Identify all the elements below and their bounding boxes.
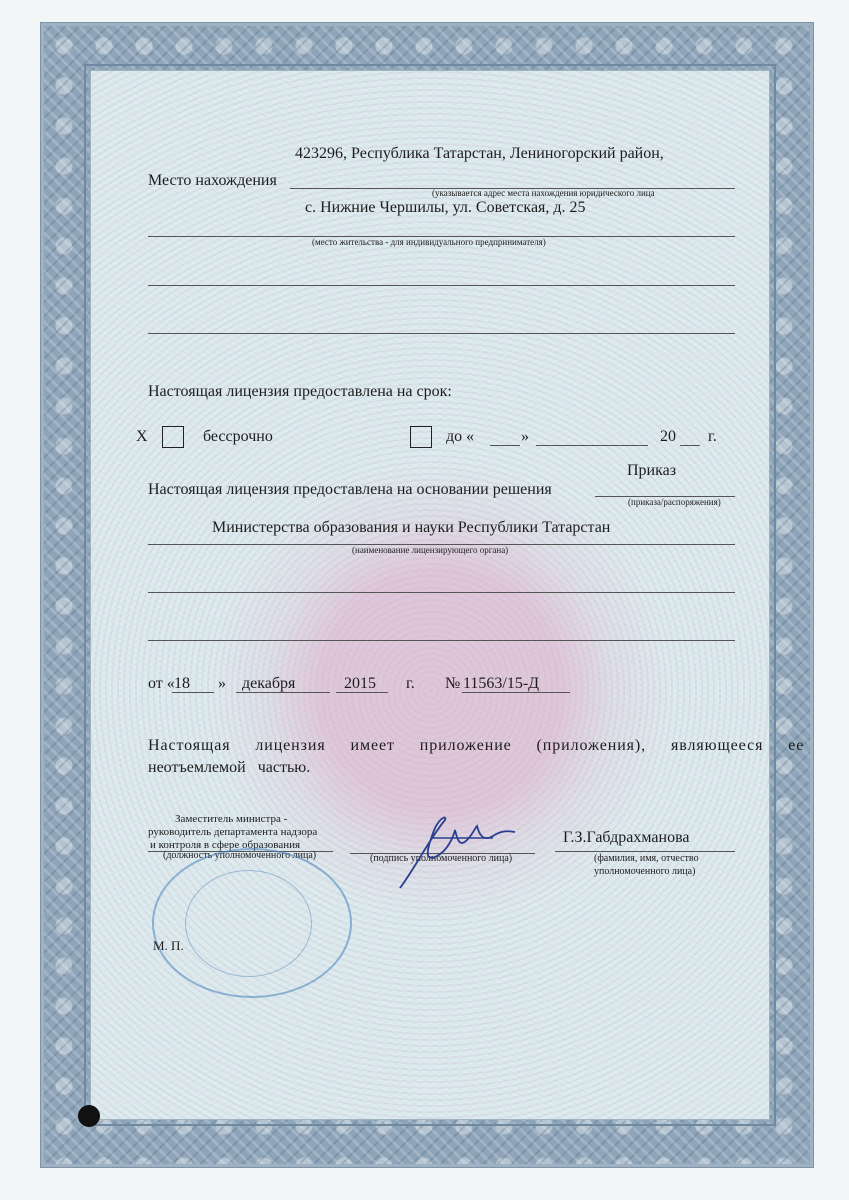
signatory-name-underline	[555, 851, 735, 852]
signatory-position-hint: (должность уполномоченного лица)	[163, 850, 317, 861]
basis-quote-close: »	[218, 675, 226, 692]
blank-line-3	[148, 592, 735, 593]
signatory-position-line-1: Заместитель министра -	[175, 813, 288, 825]
until-year-prefix: 20	[660, 428, 676, 445]
signatory-position-line-2: руководитель департамента надзора	[148, 826, 318, 838]
basis-doc-type-hint: (приказа/распоряжения)	[628, 497, 721, 507]
blank-line-2	[148, 333, 735, 334]
address-hint-2: (место жительства - для индивидуального предпринимателя)	[312, 237, 546, 247]
basis-number-underline	[462, 692, 570, 693]
stamp-place-label: М. П.	[153, 938, 184, 953]
signatory-position-line-3: и контроля в сфере образования	[150, 839, 301, 851]
indefinite-checkbox	[162, 426, 184, 448]
basis-heading: Настоящая лицензия предоставлена на основании решения	[148, 481, 552, 498]
indefinite-check-mark: Х	[136, 428, 148, 445]
appendix-text-line-2: неотъемлемой частью.	[148, 759, 311, 776]
indefinite-label: бессрочно	[203, 428, 273, 445]
basis-day: 18	[174, 675, 190, 692]
address-line-1: 423296, Республика Татарстан, Лениногорский район,	[295, 145, 664, 162]
basis-number-label: №	[445, 675, 461, 692]
basis-from-label: от «	[148, 675, 175, 692]
signature-hint: (подпись уполномоченного лица)	[370, 853, 513, 864]
until-year-suffix: г.	[708, 428, 717, 445]
basis-doc-type: Приказ	[627, 462, 677, 479]
signatory-name: Г.З.Габдрахманова	[563, 829, 690, 846]
basis-year-suffix: г.	[406, 675, 415, 692]
until-quote-close: »	[521, 428, 529, 445]
term-heading: Настоящая лицензия предоставлена на срок:	[148, 383, 452, 400]
basis-authority: Министерства образования и науки Республики Татарстан	[212, 519, 611, 536]
basis-authority-hint: (наименование лицензирующего органа)	[352, 545, 509, 555]
address-line-2: с. Нижние Чершилы, ул. Советская, д. 25	[305, 199, 586, 216]
until-year-underline	[680, 445, 700, 446]
until-day-underline	[490, 445, 520, 446]
handwritten-signature	[375, 808, 535, 898]
official-seal-emblem	[185, 870, 312, 977]
basis-number: 11563/15-Д	[463, 675, 540, 692]
blank-line-4	[148, 640, 735, 641]
basis-day-underline	[172, 692, 214, 693]
signatory-name-hint-2: уполномоченного лица)	[594, 866, 696, 877]
until-checkbox	[410, 426, 432, 448]
signatory-name-hint-1: (фамилия, имя, отчество	[594, 853, 699, 864]
address-label: Место нахождения	[148, 172, 277, 189]
basis-year-underline	[336, 692, 388, 693]
basis-month: декабря	[242, 675, 296, 692]
basis-month-underline	[236, 692, 330, 693]
appendix-text-line-1: Настоящая лицензия имеет приложение (приложения), являющееся ее	[148, 737, 805, 754]
basis-year: 2015	[344, 675, 376, 692]
binding-hole	[78, 1105, 100, 1127]
until-label: до «	[446, 428, 475, 445]
address-hint-1: (указывается адрес места нахождения юридического лица	[432, 188, 655, 198]
blank-line-1	[148, 285, 735, 286]
until-month-underline	[536, 445, 648, 446]
